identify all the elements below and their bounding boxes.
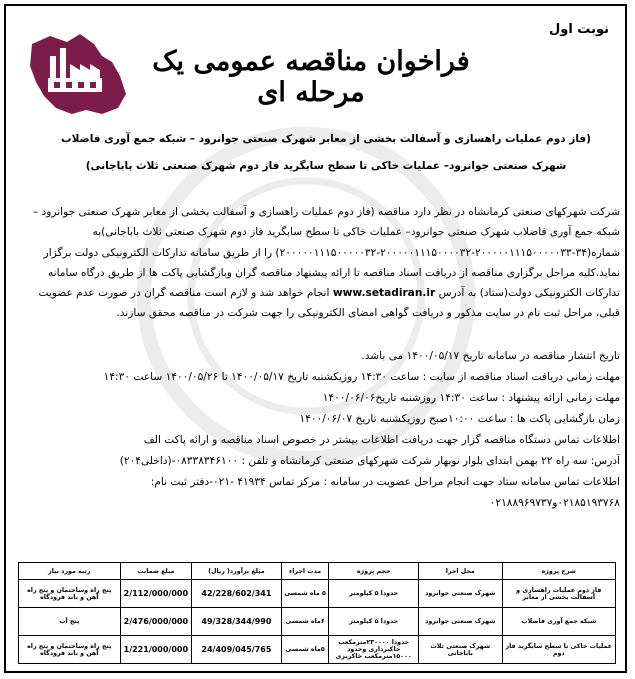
header-volume: حجم پروژه — [329, 563, 419, 580]
header-duration: مدت اجراء — [281, 563, 329, 580]
cell-description: فاز دوم عملیات راهسازی و آسفالت بخشی از معابر — [502, 580, 615, 608]
table-row — [19, 580, 616, 608]
subtitle-line-1: (فاز دوم عملیات راهسازی و آسفالت بخشی از معابر شهرک صنعتی جوانرود – شبکه جمع آوری فاضلاب — [61, 133, 591, 145]
cell-description: شبکه جمع آوری فاضلاب — [502, 608, 615, 636]
cell-duration: ۵ ماه شمسی — [281, 580, 329, 608]
setad-website-link[interactable]: www.setadiran.ir — [332, 287, 436, 300]
header-rank: رتبه مورد نیاز — [19, 563, 121, 580]
description-text-continued: انجام خواهد شد و لازم است مناقصه گران در صورت عدم عضویت قبلی، مراحل ثبت نام در سایت مذکور و دریافت گواهی امضای الکترونیکی را جهت شرکت در مناقصه محقق سازند. — [38, 287, 620, 320]
cell-duration: ۶ماه شمسی — [281, 608, 329, 636]
cell-place: شهرک صنعتی جوانرود — [419, 608, 503, 636]
cell-rank: پنج راه وساختمان و پنج راه آهن و باند فرودگاه — [19, 636, 121, 664]
tender-table — [18, 562, 616, 664]
cell-volume: حدودا ۵ کیلومتر — [329, 580, 419, 608]
cell-estimate: 42/228/602/341 — [192, 580, 282, 608]
cell-volume: حدودا ۲۳۰۰۰۰مترمکعب خاکبرداری وحدود ۱۵۰۰۰مترمکعب خاکریزی — [329, 636, 419, 664]
cell-estimate: 49/328/344/990 — [192, 608, 282, 636]
opening-time: زمان بازگشایی پاکت ها : ساعت ۱۰:۰۰صبح روزیکشنبه تاریخ ۱۴۰۰/۰۶/۰۷ — [299, 413, 620, 425]
header-place: محل اجرا — [419, 563, 503, 580]
notice-frame — [4, 4, 627, 673]
phone-numbers: ۰۲۱۸۵۱۹۳۷۶۸و۰۲۱۸۸۹۶۹۷۳۷ — [489, 497, 620, 509]
notice-round: نوبت اول — [548, 22, 609, 37]
industrial-parks-logo-icon — [22, 26, 137, 121]
cell-place: شهرک صنعتی جوانرود — [419, 580, 503, 608]
header-estimate: مبلغ برآورد( ریال) — [192, 563, 282, 580]
cell-volume: حدودا ۵ کیلومتر — [329, 608, 419, 636]
publish-date: تاریخ انتشار مناقصه در سامانه تاریخ ۱۴۰۰/۰۵/۱۷ می باشد. — [361, 350, 620, 362]
tender-details — [28, 346, 620, 514]
tender-description — [28, 202, 620, 324]
page-title: فراخوان مناقصه عمومی یک مرحله ای — [152, 46, 470, 108]
cell-estimate: 24/409/045/765 — [192, 636, 282, 664]
description-text: شرکت شهرکهای صنعتی کرمانشاه در نظر دارد مناقصه (فاز دوم عملیات راهسازی و آسفالت بخشی از معابر شهرک صنعتی جوانرود – شبکه جمع آوری فاضلاب شهرک صنعتی جوانرود– عملیات خاکی تا سطح سابگرید فاز دوم شهرک صنعتی ثلاث باباجانی)به شماره(۳۴-۲۰۰۰۰۰۱۱۱۵۰۰۰۰۰۳۳-۲۰۰۰۰۰۱۱۱۵۰۰۰۰۳۲-۲۰۰۰۰۰۱۱۱۵۰۰۰۰۰۳۲) را از طریق سامانه تدارکات الکترونیکی دولت برگزار نماید.کلیه مراحل برگزاری مناقصه از دریافت اسناد مناقصه تا ارائه پیشنهاد مناقصه گران وبازگشایی پاکت ها از طریق درگاه سامانه تدارکات الکترونیکی دولت(ستاد) به آدرس — [32, 206, 620, 300]
cell-duration: ۵ماه شمسی — [281, 636, 329, 664]
offer-deadline: مهلت زمانی ارائه پیشنهاد : ساعت ۱۴:۳۰ روزشنبه تاریخ۱۴۰۰/۰۶/۰۶ — [322, 392, 620, 404]
cell-guarantee: 1/221/000/000 — [120, 636, 192, 664]
table-row — [19, 608, 616, 636]
header-description: شرح پروژه — [502, 563, 615, 580]
subtitle-line-2: شهرک صنعتی جوانرود– عملیات خاکی تا سطح سابگرید فاز دوم شهرک صنعتی ثلاث باباجانی) — [85, 160, 567, 172]
cell-rank: پنج راه وساختمان و پنج راه آهن و باند فرودگاه — [19, 580, 121, 608]
address: آدرس: سه راه ۲۲ بهمن ابتدای بلوار نوبهار شرکت شهرکهای صنعتی کرمانشاه و تلفن : ۰۸۳۳۸۳۴۶۱۰۰-(داخلی۲۰۴) — [119, 455, 620, 467]
cell-description: عملیات خاکی تا سطح سابگرید فاز دوم — [502, 636, 615, 664]
cell-guarantee: 2/476/000/000 — [120, 608, 192, 636]
cell-rank: پنج آب — [19, 608, 121, 636]
documents-deadline: مهلت زمانی دریافت اسناد مناقصه از سایت : ساعت ۱۴:۳۰ روزیکشنبه تاریخ ۱۴۰۰/۰۵/۱۷ تا ۱۴۰۰/۰۵/۲۶ ساعت ۱۴:۳۰ — [103, 371, 620, 383]
cell-guarantee: 2/112/000/000 — [120, 580, 192, 608]
table-header-row — [19, 563, 616, 580]
cell-place: شهرک صنعتی ثلاث باباجانی — [419, 636, 503, 664]
table-row — [19, 636, 616, 664]
contact-info: اطلاعات تماس دستگاه مناقصه گزار جهت دریافت اطلاعات بیشتر در خصوص اسناد مناقصه و ارائه پاکت الف — [143, 434, 620, 446]
system-contact: اطلاعات تماس سامانه ستاد جهت انجام مراحل عضویت در سامانه : مرکز تماس ۴۱۹۳۴ -۰۲۱-دفتر ثبت نام: — [150, 476, 620, 488]
header-guarantee: مبلغ ضمانت — [120, 563, 192, 580]
tender-subtitle — [46, 126, 606, 180]
